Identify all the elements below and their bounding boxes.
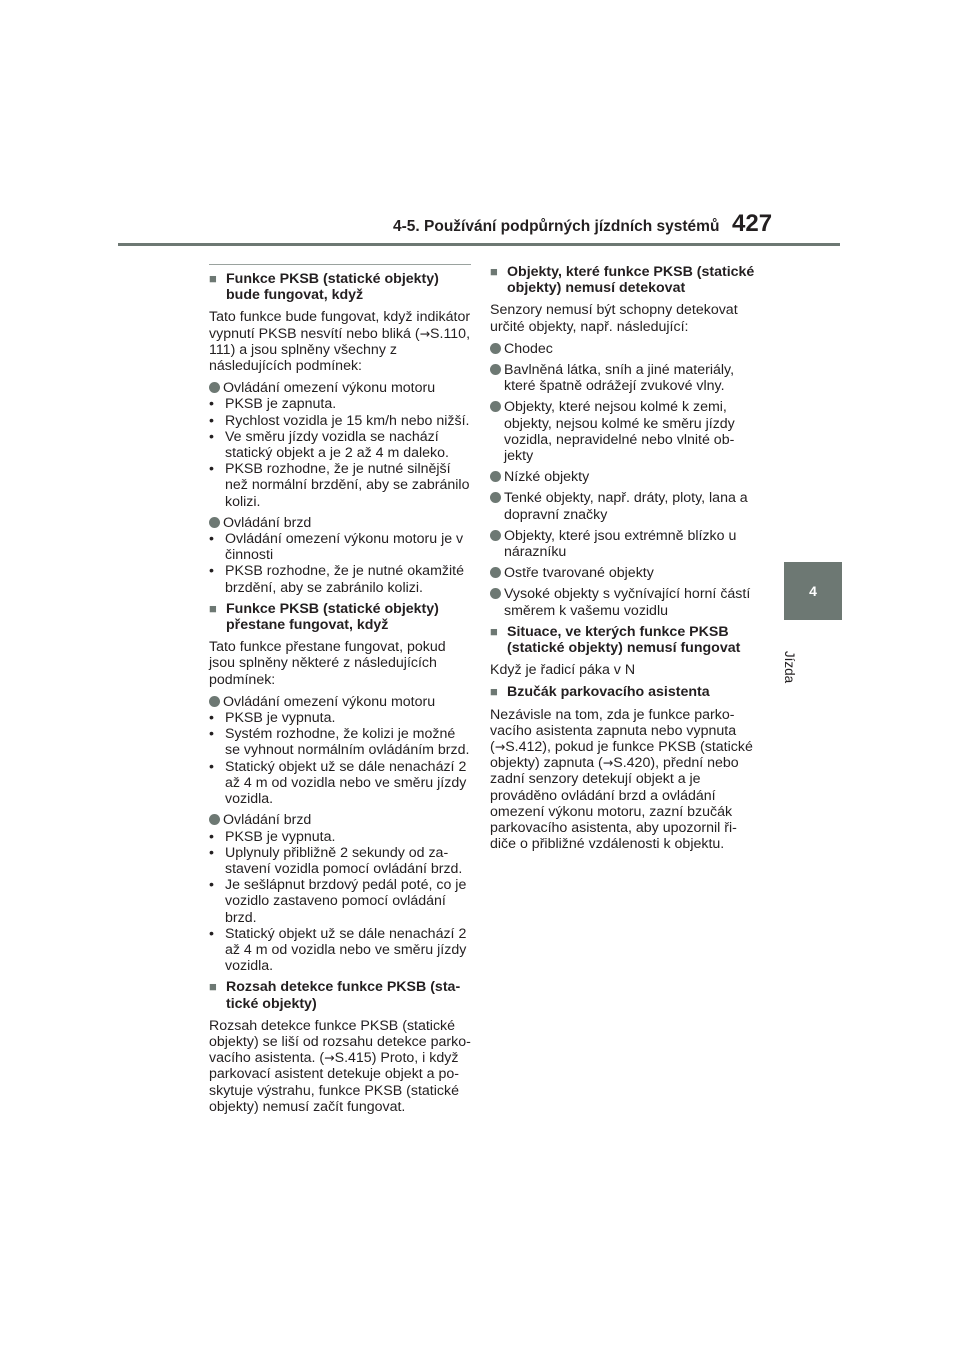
chapter-label: Jízda bbox=[782, 650, 797, 684]
circle-item-text: Tenké objekty, např. dráty, ploty, lana a dopravní značky bbox=[504, 490, 748, 523]
circle-item-text: Objekty, které nejsou kolmé k zemi, objekty, nejsou kolmé ke směru jízdy vozidla, nepravidelné nebo vlnité objekty bbox=[504, 399, 735, 465]
square-bullet-icon: ■ bbox=[490, 623, 498, 639]
circle-item-text: Chodec bbox=[504, 340, 553, 357]
list-item bbox=[209, 926, 471, 975]
square-bullet-icon: ■ bbox=[209, 979, 217, 995]
list-item bbox=[209, 461, 471, 510]
section-heading bbox=[490, 264, 755, 296]
arrow-icon: → bbox=[419, 325, 431, 341]
list-item-text: Rychlost vozidla je 15 km/h nebo nižší. bbox=[225, 412, 470, 429]
circle-bullet-icon bbox=[490, 567, 501, 578]
list-item bbox=[209, 829, 471, 845]
condition-group bbox=[209, 380, 471, 510]
chapter-number: 4 bbox=[809, 583, 817, 599]
paragraph-text: S.412), pokud je funkce PKSB (statické objekty) zapnuta ( bbox=[490, 739, 753, 772]
circle-item bbox=[490, 362, 755, 394]
chapter-tab bbox=[784, 562, 842, 620]
square-bullet-icon: ■ bbox=[490, 264, 498, 279]
circle-item bbox=[490, 399, 755, 464]
paragraph bbox=[490, 707, 755, 853]
header-title: 4-5. Používání podpůrných jízdních systémů bbox=[393, 218, 720, 235]
list-item bbox=[209, 845, 471, 877]
bullet-icon: • bbox=[209, 710, 214, 727]
circle-item-text: Ostře tvarované objekty bbox=[504, 565, 654, 582]
arrow-icon: → bbox=[324, 1050, 335, 1066]
section-heading bbox=[490, 624, 755, 656]
paragraph-text: S.110, 111) a jsou splněny všechny z následujících podmínek: bbox=[209, 325, 471, 375]
paragraph-text: S.415) Proto, i když parkovací asistent detekuje objekt a poskytuje výstrahu, funkce PKSB (statické objekty) nemusí začít fungovat. bbox=[209, 1050, 460, 1115]
bullet-icon: • bbox=[209, 844, 214, 861]
section-heading bbox=[490, 684, 755, 700]
condition-group bbox=[209, 515, 471, 596]
bullet-icon: • bbox=[209, 828, 214, 845]
bullet-icon: • bbox=[209, 461, 214, 478]
bullet-icon: • bbox=[209, 396, 214, 413]
circle-bullet-icon bbox=[490, 492, 501, 503]
list-item bbox=[209, 726, 471, 758]
list-item bbox=[209, 710, 471, 726]
bullet-icon: • bbox=[209, 925, 214, 942]
circle-item bbox=[209, 380, 471, 396]
list-item-text: Statický objekt už se dále nenachází 2 až 4 m od vozidla nebo ve směru jízdy vozidla. bbox=[225, 925, 467, 975]
list-item-text: PKSB rozhodne, že je nutné silnější než normální brzdění, aby se zabránilo kolizi. bbox=[225, 461, 470, 510]
bullet-icon: • bbox=[209, 428, 214, 445]
circle-item bbox=[209, 694, 471, 710]
circle-item-text: Ovládání brzd bbox=[223, 812, 312, 829]
list-item bbox=[209, 531, 471, 563]
list-item bbox=[209, 877, 471, 926]
circle-bullet-icon bbox=[490, 343, 501, 354]
square-bullet-icon: ■ bbox=[209, 271, 217, 286]
list-item bbox=[209, 759, 471, 808]
circle-item bbox=[490, 565, 755, 581]
section-heading bbox=[209, 979, 471, 1011]
paragraph: Senzory nemusí být schopny detekovat určité objekty, např. následující: bbox=[490, 302, 738, 335]
list-item-text: Statický objekt už se dále nenachází 2 až 4 m od vozidla nebo ve směru jízdy vozidla. bbox=[225, 758, 467, 808]
list-item bbox=[209, 413, 471, 429]
right-column bbox=[490, 264, 755, 859]
list-item bbox=[209, 563, 471, 595]
circle-item bbox=[490, 490, 755, 522]
square-bullet-icon: ■ bbox=[209, 600, 217, 616]
list-item-text: PKSB je vypnuta. bbox=[225, 710, 336, 727]
arrow-icon: → bbox=[494, 739, 506, 755]
paragraph: Když je řadicí páka v N bbox=[490, 662, 636, 679]
circle-item-text: Vysoké objekty s vyčnívající horní částí směrem k vašemu vozidlu bbox=[504, 586, 751, 619]
list-item-text: PKSB rozhodne, že je nutné okamžité brzdění, aby se zabránilo kolizi. bbox=[225, 563, 464, 596]
bullet-icon: • bbox=[209, 758, 214, 775]
paragraph-text: Nezávisle na tom, zda je funkce parkovacího asistenta zapnuta nebo vypnuta ( bbox=[490, 706, 737, 756]
circle-item bbox=[490, 528, 755, 560]
list-item-text: Ve směru jízdy vozidla se nachází statický objekt a je 2 až 4 m daleko. bbox=[225, 428, 449, 462]
bullet-icon: • bbox=[209, 412, 214, 429]
circle-bullet-icon bbox=[209, 382, 220, 393]
heading-text: Situace, ve kterých funkce PKSB (statické objekty) nemusí fungovat bbox=[507, 623, 741, 657]
list-item-text: PKSB je zapnuta. bbox=[225, 396, 337, 413]
circle-bullet-icon bbox=[209, 517, 220, 528]
circle-item bbox=[490, 341, 755, 357]
circle-item bbox=[209, 812, 471, 828]
condition-group bbox=[209, 694, 471, 807]
heading-text: Bzučák parkovacího asistenta bbox=[507, 684, 710, 701]
list-item-text: Ovládání omezení výkonu motoru je v činnosti bbox=[225, 531, 464, 564]
circle-item bbox=[490, 469, 755, 485]
section-heading bbox=[209, 601, 471, 633]
list-item-text: Uplynuly přibližně 2 sekundy od zastavení vozidla pomocí ovládání brzd. bbox=[225, 844, 463, 877]
paragraph-text: Rozsah detekce funkce PKSB (statické objekty) se liší od rozsahu detekce parkovacího asistenta. ( bbox=[209, 1017, 471, 1067]
bullet-icon: • bbox=[209, 877, 214, 894]
paragraph-text: Tato funkce bude fungovat, když indikátor vypnutí PKSB nesvítí nebo bliká ( bbox=[209, 309, 471, 342]
bullet-icon: • bbox=[209, 531, 214, 548]
circle-item-text: Ovládání omezení výkonu motoru bbox=[223, 693, 436, 710]
bullet-icon: • bbox=[209, 726, 214, 743]
section-heading bbox=[209, 271, 471, 303]
page-number: 427 bbox=[732, 210, 773, 237]
paragraph bbox=[209, 309, 471, 374]
heading-text: Objekty, které funkce PKSB (statické objekty) nemusí detekovat bbox=[507, 264, 755, 297]
circle-bullet-icon bbox=[209, 814, 220, 825]
circle-item-text: Bavlněná látka, sníh a jiné materiály, které špatně odrážejí zvukové vlny. bbox=[504, 362, 735, 395]
condition-group bbox=[209, 812, 471, 974]
paragraph-text: S.420), přední nebo zadní senzory detekují objekt a je prováděno ovládání brzd a ovládání omezení výkonu motoru, zazní bzučák parkovacího asistenta, aby upozornil řidiče o přibližné vzdálenosti k objektu. bbox=[490, 755, 739, 853]
circle-item-text: Objekty, které jsou extrémně blízko u nárazníku bbox=[504, 527, 737, 561]
circle-item-text: Ovládání brzd bbox=[223, 514, 312, 531]
list-item bbox=[209, 429, 471, 461]
section-rule bbox=[209, 264, 471, 265]
circle-bullet-icon bbox=[490, 588, 501, 599]
paragraph bbox=[209, 1018, 471, 1115]
heading-text: Funkce PKSB (statické objekty) bude fungovat, když bbox=[226, 271, 439, 304]
circle-item-text: Ovládání omezení výkonu motoru bbox=[223, 380, 436, 397]
header-rule bbox=[118, 243, 840, 246]
circle-bullet-icon bbox=[490, 530, 501, 541]
circle-bullet-icon bbox=[490, 364, 501, 375]
left-column bbox=[209, 264, 471, 1121]
list-item bbox=[209, 396, 471, 412]
heading-text: Funkce PKSB (statické objekty) přestane fungovat, když bbox=[226, 600, 439, 634]
heading-text: Rozsah detekce funkce PKSB (statické objekty) bbox=[226, 979, 461, 1012]
paragraph: Tato funkce přestane fungovat, pokud jsou splněny některé z následujících podmínek: bbox=[209, 639, 446, 688]
circle-item bbox=[209, 515, 471, 531]
circle-item bbox=[490, 586, 755, 618]
circle-bullet-icon bbox=[209, 696, 220, 707]
bullet-icon: • bbox=[209, 563, 214, 580]
arrow-icon: → bbox=[602, 755, 614, 771]
square-bullet-icon: ■ bbox=[490, 684, 498, 700]
list-item-text: Systém rozhodne, že kolizi je možné se vyhnout normálním ovládáním brzd. bbox=[225, 726, 470, 759]
circle-item-text: Nízké objekty bbox=[504, 469, 590, 486]
list-item-text: PKSB je vypnuta. bbox=[225, 828, 336, 845]
list-item-text: Je sešlápnut brzdový pedál poté, co je vozidlo zastaveno pomocí ovládání brzd. bbox=[225, 877, 467, 926]
circle-bullet-icon bbox=[490, 471, 501, 482]
circle-bullet-icon bbox=[490, 401, 501, 412]
